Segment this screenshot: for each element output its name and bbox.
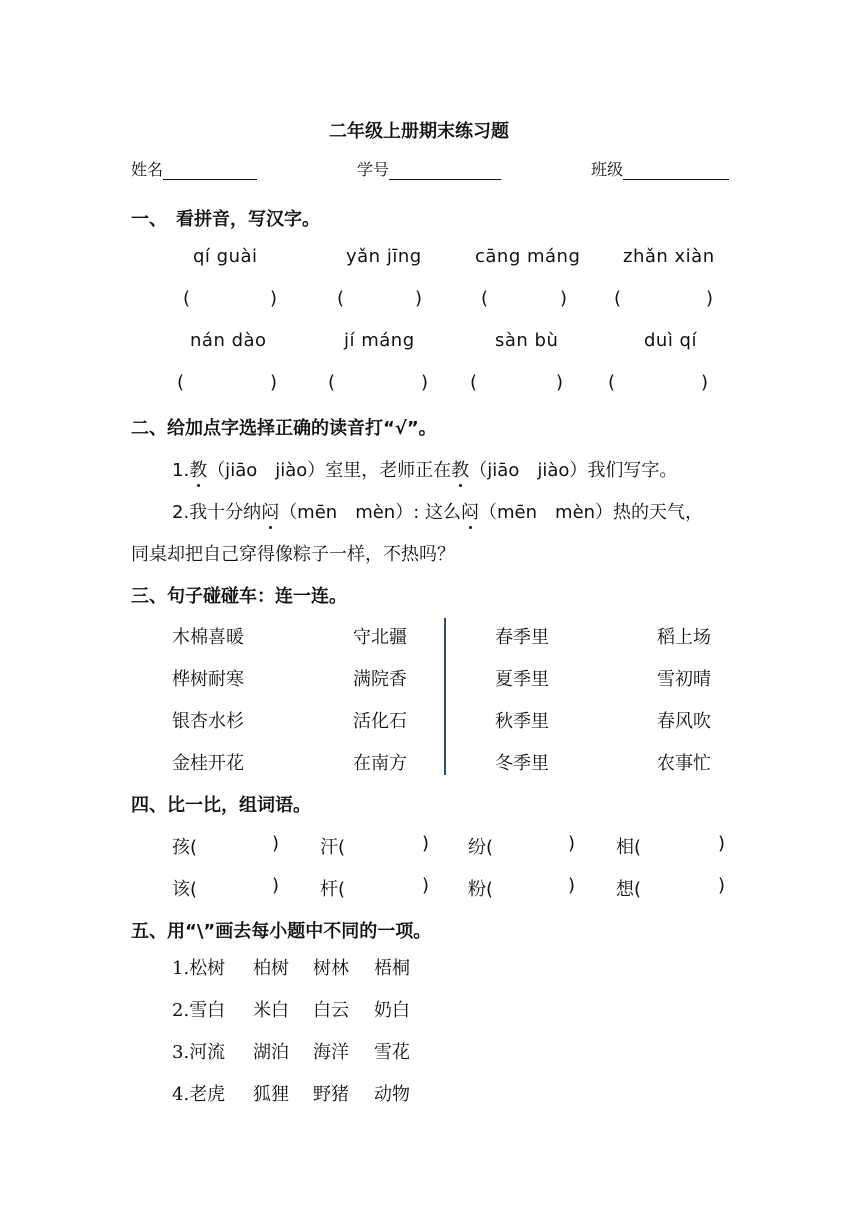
match-item[interactable]: 桦树耐寒 — [172, 669, 244, 690]
compare-item: 孩( — [172, 837, 198, 858]
compare-item: 杆( — [320, 879, 346, 900]
paren-open: ( — [614, 288, 622, 309]
paren-close: ) — [560, 288, 568, 309]
q-text: （jiāo jiào）室里，老师正在 — [207, 460, 452, 481]
class-blank[interactable] — [623, 161, 729, 180]
dotted-char: 闷 — [261, 502, 280, 523]
pinyin-8: duì qí — [644, 330, 697, 351]
word[interactable]: 狐狸 — [253, 1084, 289, 1105]
match-item[interactable]: 稻上场 — [657, 627, 711, 648]
word[interactable]: 树林 — [313, 958, 349, 979]
compare-item: 该( — [172, 879, 198, 900]
word[interactable]: 奶白 — [374, 1000, 410, 1021]
word[interactable]: 白云 — [313, 1000, 349, 1021]
compare-item: 想( — [616, 879, 642, 900]
paren-close: ) — [415, 288, 423, 309]
word[interactable]: 柏树 — [253, 958, 289, 979]
word[interactable]: 雪花 — [374, 1042, 410, 1063]
match-item[interactable]: 春季里 — [495, 627, 549, 648]
q-text: 2.我十分纳 — [172, 502, 262, 523]
divider-line — [444, 618, 446, 775]
word[interactable]: 海洋 — [313, 1042, 349, 1063]
paren-open: ( — [481, 288, 489, 309]
paren-close: ) — [568, 833, 576, 854]
paren-close: ) — [421, 372, 429, 393]
paren-close: ) — [718, 875, 726, 896]
word[interactable]: 野猪 — [313, 1084, 349, 1105]
pinyin-4: zhǎn xiàn — [623, 246, 715, 267]
question-2-1 — [172, 456, 677, 482]
pinyin-3: cāng máng — [475, 246, 581, 267]
compare-item: 纷( — [468, 837, 494, 858]
pinyin-7: sàn bù — [495, 330, 559, 351]
match-item[interactable]: 金桂开花 — [172, 753, 244, 774]
pinyin-1: qí guài — [193, 246, 258, 267]
id-label: 学号 — [357, 160, 390, 179]
word[interactable]: 松树 — [189, 958, 226, 979]
item-number: 4. — [172, 1084, 190, 1105]
list-item — [172, 1038, 225, 1064]
paren-open: ( — [328, 372, 336, 393]
paren-close: ) — [718, 833, 726, 854]
match-item[interactable]: 冬季里 — [495, 753, 549, 774]
list-item — [172, 1080, 225, 1106]
match-item[interactable]: 银杏水杉 — [172, 711, 244, 732]
match-item[interactable]: 满院香 — [353, 669, 407, 690]
dotted-char: 闷 — [461, 502, 480, 523]
word[interactable]: 动物 — [374, 1084, 410, 1105]
paren-close: ) — [270, 288, 278, 309]
list-item — [172, 996, 225, 1022]
section-2-heading: 二、给加点字选择正确的读音打“√”。 — [131, 418, 437, 439]
section-1-heading: 一、 看拼音，写汉字。 — [131, 209, 320, 230]
paren-open: ( — [337, 288, 345, 309]
match-item[interactable]: 农事忙 — [657, 753, 711, 774]
paren-close: ) — [422, 875, 430, 896]
item-number: 3. — [172, 1042, 190, 1063]
match-item[interactable]: 守北疆 — [353, 627, 407, 648]
paren-open: ( — [177, 372, 185, 393]
paren-open: ( — [183, 288, 191, 309]
dotted-char: 教 — [451, 460, 470, 481]
paren-close: ) — [272, 875, 280, 896]
word[interactable]: 雪白 — [189, 1000, 226, 1021]
item-number: 1. — [172, 958, 190, 979]
paren-open: ( — [608, 372, 616, 393]
paren-close: ) — [706, 288, 714, 309]
section-5-heading: 五、用“\”画去每小题中不同的一项。 — [131, 921, 432, 942]
q-text: （jiāo jiào）我们写字。 — [469, 460, 678, 481]
match-item[interactable]: 春风吹 — [657, 711, 711, 732]
match-item[interactable]: 木棉喜暖 — [172, 627, 244, 648]
word[interactable]: 梧桐 — [374, 958, 410, 979]
question-2-2-cont: 同桌却把自己穿得像粽子一样，不热吗？ — [131, 544, 455, 565]
paren-close: ) — [270, 372, 278, 393]
pinyin-2: yǎn jīng — [346, 246, 422, 267]
paren-open: ( — [470, 372, 478, 393]
match-item[interactable]: 雪初晴 — [657, 669, 711, 690]
paren-close: ) — [272, 833, 280, 854]
item-number: 2. — [172, 1000, 190, 1021]
section-3-heading: 三、句子碰碰车：连一连。 — [131, 586, 347, 607]
paren-close: ) — [556, 372, 564, 393]
q-text: （mēn mèn）: 这么 — [279, 502, 462, 523]
class-label: 班级 — [591, 160, 624, 179]
list-item — [172, 954, 225, 980]
paren-close: ) — [568, 875, 576, 896]
match-item[interactable]: 夏季里 — [495, 669, 549, 690]
q-text: （mēn mèn）热的天气， — [479, 502, 704, 523]
word[interactable]: 河流 — [189, 1042, 226, 1063]
match-item[interactable]: 秋季里 — [495, 711, 549, 732]
name-label: 姓名 — [131, 160, 164, 179]
word[interactable]: 老虎 — [189, 1084, 226, 1105]
paren-close: ) — [701, 372, 709, 393]
question-2-2 — [172, 498, 703, 524]
id-field — [357, 157, 501, 180]
class-field — [591, 157, 729, 180]
dotted-char: 教 — [189, 460, 208, 481]
page-title: 二年级上册期末练习题 — [329, 121, 509, 142]
match-item[interactable]: 活化石 — [353, 711, 407, 732]
name-blank[interactable] — [163, 161, 257, 180]
match-item[interactable]: 在南方 — [353, 753, 407, 774]
compare-item: 相( — [616, 837, 642, 858]
pinyin-6: jí máng — [344, 330, 415, 351]
paren-close: ) — [422, 833, 430, 854]
word[interactable]: 湖泊 — [253, 1042, 289, 1063]
word[interactable]: 米白 — [253, 1000, 289, 1021]
section-4-heading: 四、比一比，组词语。 — [131, 795, 311, 816]
compare-item: 汗( — [320, 837, 346, 858]
compare-item: 粉( — [468, 879, 494, 900]
pinyin-5: nán dào — [190, 330, 267, 351]
name-field — [131, 157, 257, 180]
q-number: 1. — [172, 460, 190, 481]
id-blank[interactable] — [389, 161, 501, 180]
